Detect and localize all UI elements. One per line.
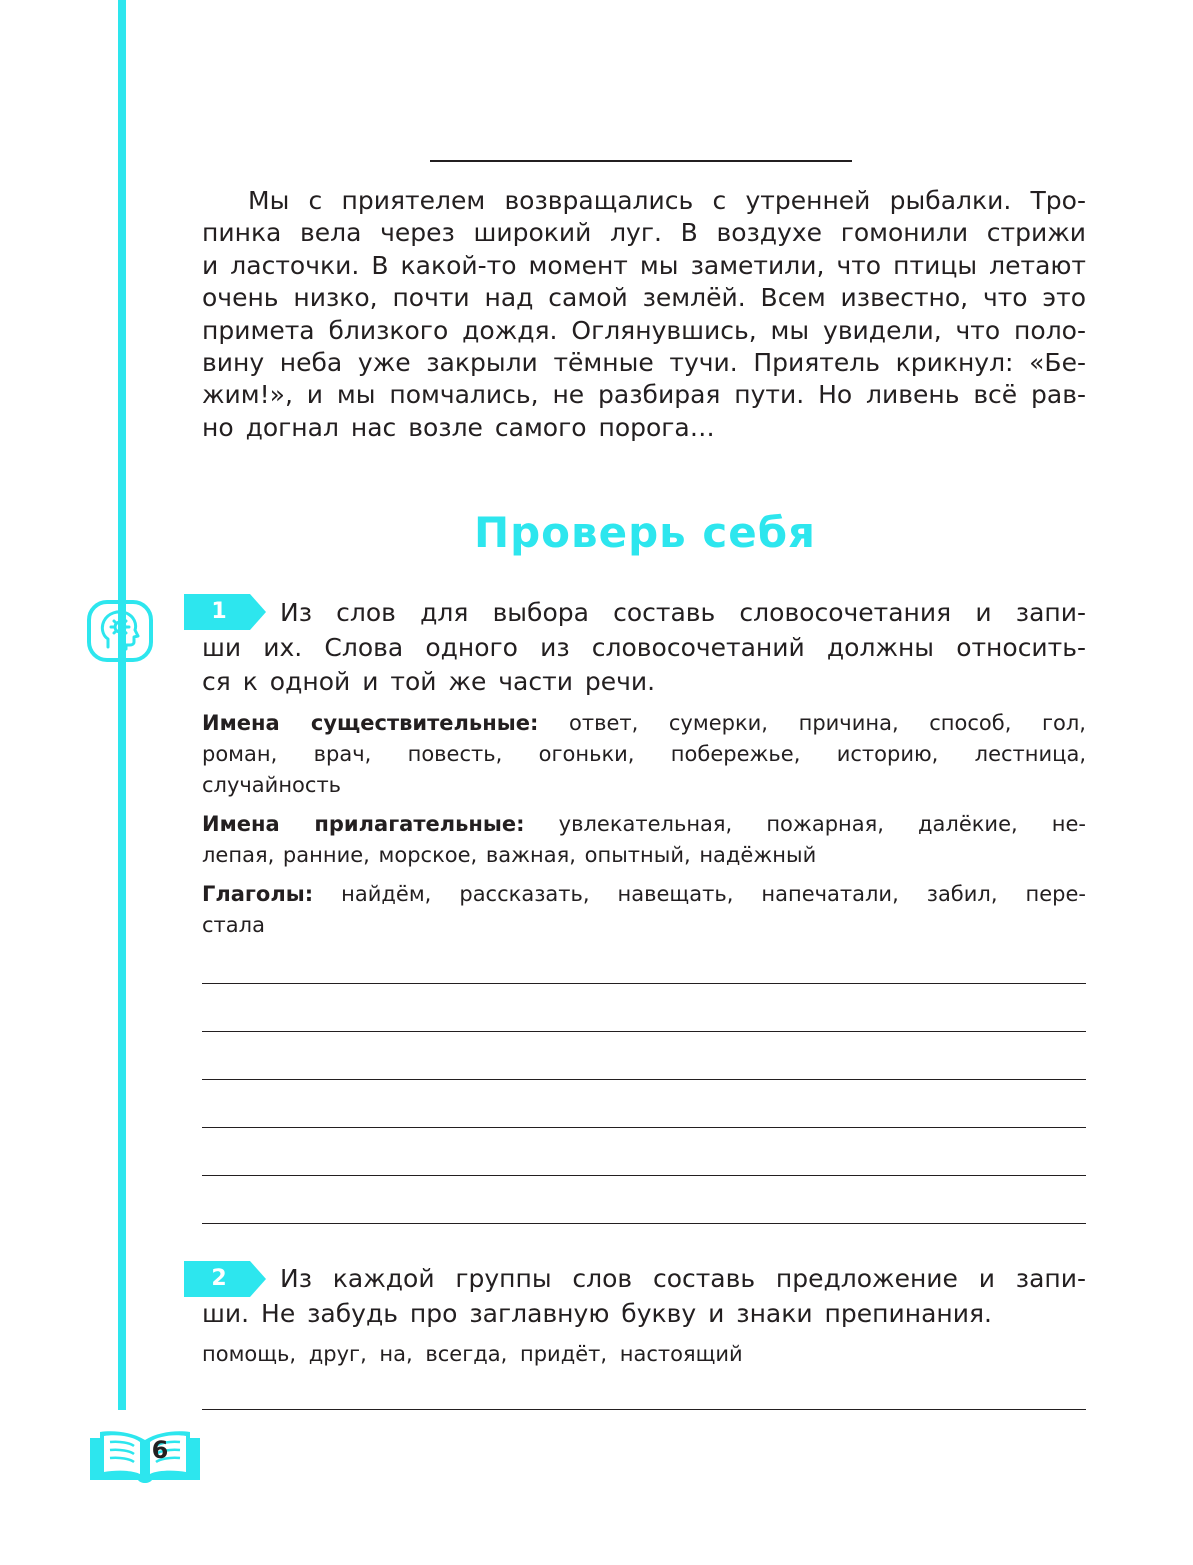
answer-line[interactable] (202, 1127, 1086, 1128)
title-rule (430, 160, 852, 162)
task-2 (202, 1262, 1086, 1370)
word-group-nouns: Имена существительные: ответ, сумерки, причина, способ, гол, роман, врач, повесть, огоньки, побережье, историю, лестница, случайность (202, 710, 1086, 797)
answer-line[interactable] (202, 1175, 1086, 1176)
answer-line[interactable] (202, 1223, 1086, 1224)
task-number: 1 (211, 599, 227, 624)
margin-bar (118, 0, 126, 1410)
task-number: 2 (211, 1266, 227, 1291)
answer-line[interactable] (202, 1409, 1086, 1410)
word-group-adjectives: Имена прилагательные: увлекательная, пожарная, далёкие, не- лепая, ранние, морское, важная, опытный, надёжный (202, 811, 1086, 867)
task-instruction: Из каждой группы слов составь предложение и запи- ши. Не забудь про заглавную букву и знаки препинания. (202, 1264, 1086, 1328)
page-number: 6 (151, 1436, 169, 1464)
task-1 (202, 596, 1086, 941)
word-group-verbs: Глаголы: найдём, рассказать, навещать, напечатали, забил, пере- стала (202, 881, 1086, 937)
passage-text: Мы с приятелем возвращались с утренней рыбалки. Тро- пинка вела через широкий луг. В воздухе гомонили стрижи и ласточки. В какой-то момент мы заметили, что птицы летают очень низко, почти над самой землёй. Всем известно, что это примета близкого дождя. Оглянувшись, мы увидели, что поло- вину неба уже закрыли тёмные тучи. Приятель крикнул: «Бе- жим!», и мы помчались, не разбирая пути. Но ливень всё рав- но догнал нас возле самого порога… (202, 186, 1086, 442)
task-instruction: Из слов для выбора составь словосочетания и запи- ши их. Слова одного из словосочетаний должны относить- ся к одной и той же части речи. (202, 598, 1086, 696)
word-group: помощь, друг, на, всегда, придёт, настоящий (202, 1342, 743, 1366)
answer-line[interactable] (202, 983, 1086, 984)
answer-line[interactable] (202, 1031, 1086, 1032)
head-gear-icon (86, 599, 154, 663)
section-title: Проверь себя (473, 508, 817, 557)
answer-line[interactable] (202, 1079, 1086, 1080)
